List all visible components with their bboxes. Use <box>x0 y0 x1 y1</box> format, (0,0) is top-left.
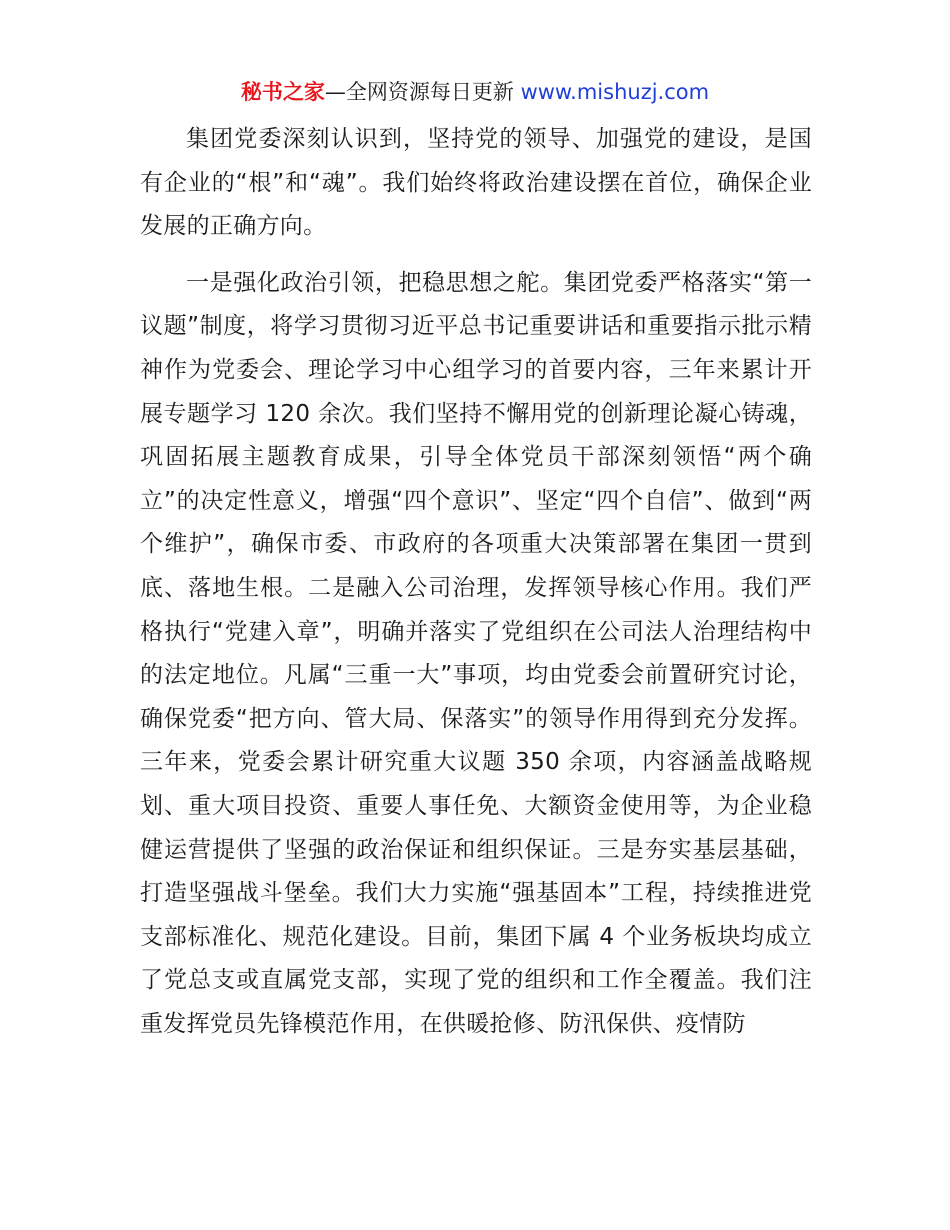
site-header <box>0 76 950 108</box>
brand-name: 秘书之家 <box>240 80 325 104</box>
site-url-link[interactable]: www.mishuzj.com <box>520 80 710 104</box>
header-tagline: —全网资源每日更新 <box>324 80 521 104</box>
paragraph-intro: 集团党委深刻认识到，坚持党的领导、加强党的建设，是国有企业的“根”和“魂”。我们始终将政治建设摆在首位，确保企业发展的正确方向。 <box>140 126 812 240</box>
document-body <box>140 118 812 1046</box>
paragraph-main: 一是强化政治引领，把稳思想之舵。集团党委严格落实“第一议题”制度，将学习贯彻习近平总书记重要讲话和重要指示批示精神作为党委会、理论学习中心组学习的首要内容，三年来累计开展专题学习 120 余次。我们坚持不懈用党的创新理论凝心铸魂，巩固拓展主题教育成果，引导全体党员干部深刻领悟“两个确立”的决定性意义，增强“四个意识”、坚定“四个自信”、做到“两个维护”，确保市委、市政府的各项重大决策部署在集团一贯到底、落地生根。二是融入公司治理，发挥领导核心作用。我们严格执行“党建入章”，明确并落实了党组织在公司法人治理结构中的法定地位。凡属“三重一大”事项，均由党委会前置研究讨论，确保党委“把方向、管大局、保落实”的领导作用得到充分发挥。三年来，党委会累计研究重大议题 350 余项，内容涵盖战略规划、重大项目投资、重要人事任免、大额资金使用等，为企业稳健运营提供了坚强的政治保证和组织保证。三是夯实基层基础，打造坚强战斗堡垒。我们大力实施“强基固本”工程，持续推进党支部标准化、规范化建设。目前，集团下属 4 个业务板块均成立了党总支或直属党支部，实现了党的组织和工作全覆盖。我们注重发挥党员先锋模范作用，在供暖抢修、防汛保供、疫情防 <box>140 269 812 1037</box>
